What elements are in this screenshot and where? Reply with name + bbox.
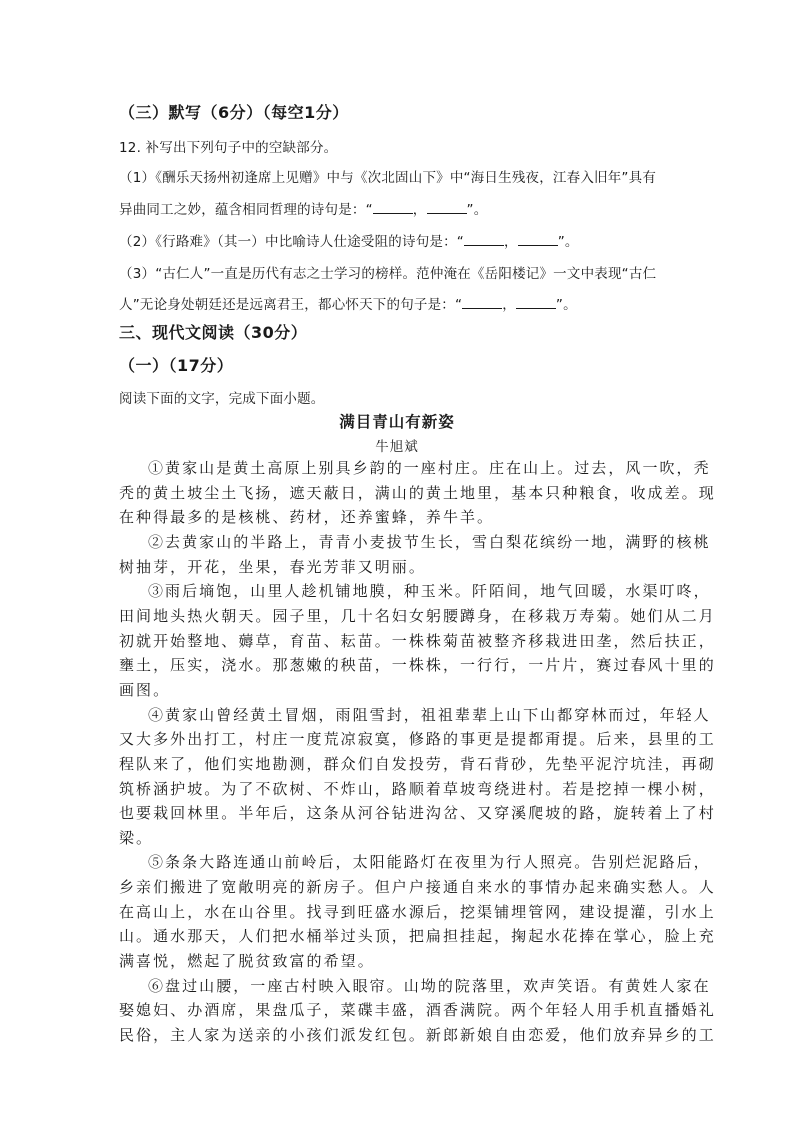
item2-separator: ，: [503, 234, 518, 250]
answer-blank-1[interactable]: [373, 201, 413, 214]
article-line: 秃的黄土坡尘土飞扬，遮天蔽日，满山的黄土地里，基本只种粮食，收成差。现: [119, 483, 716, 502]
article-line: 梁。: [119, 828, 154, 847]
article-line: 娶媳妇、办酒席，果盘瓜子，菜碟丰盛，酒香满院。两个年轻人用手机直播婚礼: [119, 1001, 716, 1020]
sub-heading-1: （一）（17分）: [119, 356, 234, 375]
article-line: 也要栽回林里。半年后，这条从河谷钻进沟岔、又穿溪爬坡的路，旋转着上了村: [119, 804, 716, 823]
article-line: 画图。: [119, 680, 171, 699]
article-line: ②去黄家山的半路上，青青小麦拔节生长，雪白梨花缤纷一地，满野的核桃: [148, 533, 711, 551]
article-line: 初就开始整地、薅草，育苗、耘苗。一株株菊苗被整齐移栽进田垄，然后扶正，: [119, 631, 716, 650]
section-heading-dictation: （三）默写（6分）（每空1分）: [119, 103, 349, 122]
article-line: 又大多外出打工，村庄一度荒凉寂寞，修路的事更是提都甭提。后来，县里的工: [119, 730, 716, 749]
article-line: 程队来了，他们实地勘测，群众们自发投劳，背石背砂，先垫平泥泞坑洼，再砌: [119, 754, 716, 773]
question-12-item3-line2: [119, 293, 577, 313]
item1-prompt: 异曲同工之妙，蕴含相同哲理的诗句是：“: [119, 202, 373, 218]
article-line: ④黄家山曾经黄土冒烟，雨阻雪封，祖祖辈辈上山下山都穿林而过，年轻人: [148, 705, 711, 724]
article-line: 在高山上，水在山谷里。找寻到旺盛水源后，挖渠铺埋管网，建设提灌，引水上: [119, 902, 716, 921]
item1-close: ”。: [466, 202, 488, 218]
article-line: ①黄家山是黄土高原上别具乡韵的一座村庄。庄在山上。过去，风一吹，秃: [148, 459, 711, 477]
article-line: 乡亲们搬进了宽敞明亮的新房子。但户户接通自来水的事情办起来确实愁人。人: [119, 878, 716, 896]
article-line: 田间地头热火朝天。园子里，几十名妇女躬腰蹲身，在移栽万寿菊。她们从二月: [119, 606, 716, 625]
item3-prompt: 人”无论身处朝廷还是远离君王，都心怀天下的句子是：“: [119, 297, 463, 313]
article-title: 满目青山有新姿: [339, 413, 455, 431]
part-heading-modern-reading: 三、现代文阅读（30分）: [119, 323, 308, 342]
article-line: 在种得最多的是核桃、药材，还养蜜蜂，养牛羊。: [119, 508, 495, 527]
item3-close: ”。: [555, 297, 577, 313]
article-line: 满喜悦，燃起了脱贫致富的希望。: [119, 952, 375, 970]
article-line: 壅土，压实，浇水。那葱嫩的秧苗，一株株，一行行，一片片，赛过春风十里的: [119, 656, 716, 675]
article-line: ⑥盘过山腰，一座古村映入眼帘。山坳的院落里，欢声笑语。有黄姓人家在: [148, 976, 711, 995]
question-12-item3-line1: （3）“古仁人”一直是历代有志之士学习的榜样。范仲淹在《岳阳楼记》一文中表现“古仁: [119, 266, 657, 282]
answer-blank-3[interactable]: [464, 233, 504, 246]
item1-separator: ，: [412, 202, 427, 218]
question-12-item1-line2: [119, 198, 487, 218]
article-line: 山。通水那天，人们把水桶举过头顶，把扁担挂起，掬起水花捧在掌心，脸上充: [119, 927, 716, 946]
question-12-stem: 12. 补写出下列句子中的空缺部分。: [119, 140, 338, 156]
article-line: ⑤条条大路连通山前岭后，太阳能路灯在夜里为行人照亮。告别烂泥路后，: [148, 853, 711, 872]
answer-blank-2[interactable]: [427, 201, 467, 214]
item3-separator: ，: [502, 297, 516, 313]
item2-prompt: （2）《行路难》（其一）中比喻诗人仕途受阻的诗句是：“: [119, 234, 464, 250]
question-12-item2: [119, 230, 579, 250]
answer-blank-5[interactable]: [462, 296, 502, 309]
article-author: 牛旭斌: [375, 439, 419, 455]
item2-close: ”。: [557, 234, 579, 250]
article-line: ③雨后墒饱，山里人趁机铺地膜，种玉米。阡陌间，地气回暖，水渠叮咚，: [148, 582, 711, 601]
question-12-item1-line1: （1）《酬乐天扬州初逢席上见赠》中与《次北固山下》中“海日生残夜，江春入旧年”具有: [119, 170, 657, 186]
article-line: 筑桥涵护坡。为了不砍树、不炸山，路顺着草坡弯绕进村。若是挖掉一棵小树，: [119, 779, 716, 798]
answer-blank-6[interactable]: [516, 296, 556, 309]
article-line: 民俗，主人家为送亲的小孩们派发红包。新郎新娘自由恋爱，他们放弃异乡的工: [119, 1025, 716, 1044]
reading-instruction: 阅读下面的文字，完成下面小题。: [119, 391, 325, 407]
article-line: 树抽芽，开花，坐果，春光芳菲又明丽。: [119, 557, 426, 576]
answer-blank-4[interactable]: [518, 233, 558, 246]
